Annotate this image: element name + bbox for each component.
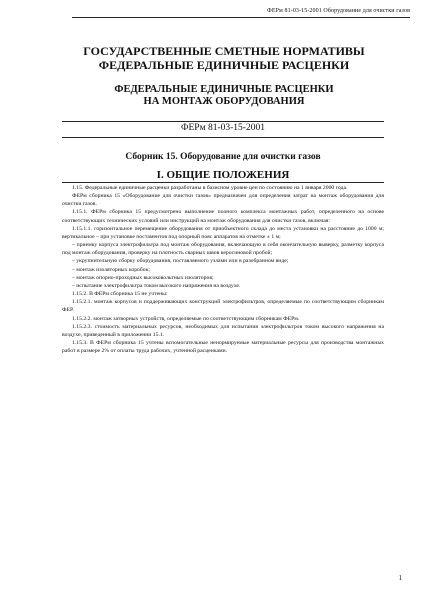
paragraph: – укрупнительную сборку оборудования, поставляемого узлами или в разобранном виде; xyxy=(72,258,289,265)
paragraph: 1.15. Федеральные единичные расценки разработаны в базисном уровне цен по состоянию на 1 января 2000 года. xyxy=(72,185,348,191)
code-rule-top xyxy=(62,121,384,122)
main-title-line-1: ГОСУДАРСТВЕННЫЕ СМЕТНЫЕ НОРМАТИВЫ xyxy=(83,44,365,58)
paragraph: ФЕРм сборника 15 «Оборудование для очистки газов» предназначен для определения затрат на монтаж оборудования для очистки газов. xyxy=(62,193,384,208)
sub-title-line-2: НА МОНТАЖ ОБОРУДОВАНИЯ xyxy=(143,96,305,107)
sub-title-line-1: ФЕДЕРАЛЬНЫЕ ЕДИНИЧНЫЕ РАСЦЕНКИ xyxy=(114,84,334,95)
main-title-line-2: ФЕДЕРАЛЬНЫЕ ЕДИНИЧНЫЕ РАСЦЕНКИ xyxy=(98,58,350,72)
paragraph: – монтаж изоляторных коробок; xyxy=(72,266,150,273)
sub-title xyxy=(60,84,388,108)
body-text xyxy=(62,184,384,355)
paragraph: 1.15.2.2. монтаж затворных устройств, определяемые по соответствующим сборникам ФЕРм. xyxy=(72,315,300,322)
paragraph: – испытание электрофильтра током высокого напряжения на воздухе. xyxy=(72,282,241,289)
paragraph: 1.15.3. В ФЕРм сборника 15 учтены вспомогательные ненормируемые материальные ресурсы для производства монтажных работ в размере 2% от оплаты труда рабочих, учтенной расценками. xyxy=(62,339,384,355)
paragraph: 1.15.2.3. стоимость материальных ресурсов, необходимых для испытания электрофильтров током высокого напряжения на воздухе, приведенный в приложении 15.1. xyxy=(62,323,384,338)
code-rule-bottom xyxy=(62,137,384,138)
section-rule xyxy=(62,182,384,183)
paragraph: – монтаж опорно-проходных высоковольтных изоляторов; xyxy=(72,274,214,281)
paragraph: 1.15.1.1. горизонтальное перемещение оборудования от приобъектного склада до места установки на расстояние до 1000 м; вертикальное – при установке постаментов под опорный пояс аппаратов на отметке ± 1 м; xyxy=(62,225,384,240)
running-header: ФЕРм 81-03-15-2001 Оборудование для очистки газов xyxy=(267,8,410,14)
paragraph: 1.15.2. В ФЕРм сборника 15 не учтены: xyxy=(72,291,168,298)
title-block xyxy=(60,44,388,108)
paragraph: 1.15.1. ФЕРм сборника 15 предусмотрено выполнение полного комплекса монтажных работ, определенного на основе соответствующих технических условий или инструкций на монтаж оборудования для очистки газов, включая: xyxy=(62,209,384,224)
document-code: ФЕРм 81-03-15-2001 xyxy=(181,123,265,133)
paragraph: 1.15.2.1. монтаж корпусов и поддерживающих конструкций электрофильтров, определяемые по соответствующим сборникам ФЕР. xyxy=(62,299,384,314)
header-rule xyxy=(72,17,410,18)
collection-title: Сборник 15. Оборудование для очистки газов xyxy=(125,152,321,162)
paragraph: – приемку корпуса электрофильтра под монтаж оборудования, включающую в себя окончательную выверку, разметку корпуса под монтаж оборудования, проверку на плотность сварных швов керосиновой пробой; xyxy=(62,242,384,257)
page-number: 1 xyxy=(398,574,402,582)
section-title: I. ОБЩИЕ ПОЛОЖЕНИЯ xyxy=(156,169,290,181)
main-title xyxy=(60,44,388,72)
